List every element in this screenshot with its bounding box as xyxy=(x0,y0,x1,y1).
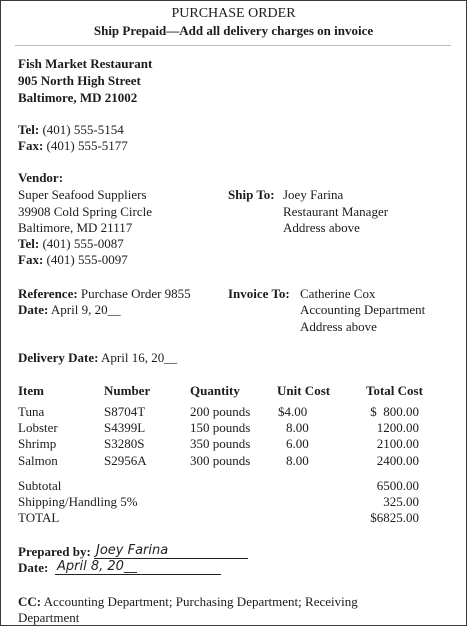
vendor-tel-line xyxy=(18,235,124,252)
col-header-unit-cost: Unit Cost xyxy=(277,383,331,398)
cc-label: CC: xyxy=(18,594,42,609)
reference-value: Purchase Order 9855 xyxy=(80,286,191,301)
total-value: $6825.00 xyxy=(370,510,419,525)
table-cell-total-cost: 1200.00 xyxy=(376,420,419,435)
date-line xyxy=(18,301,121,318)
table-cell-total-cost: 2100.00 xyxy=(376,436,419,451)
buyer-city: Baltimore, MD 21002 xyxy=(18,90,138,105)
prepared-date-line xyxy=(55,557,221,575)
date-label: Date: xyxy=(18,302,49,317)
buyer-fax-line xyxy=(18,137,128,154)
table-cell-item: Salmon xyxy=(18,453,58,468)
buyer-fax: (401) 555-5177 xyxy=(46,138,128,153)
delivery-label: Delivery Date: xyxy=(18,350,99,365)
vendor-fax: (401) 555-0097 xyxy=(46,252,128,267)
vendor-label: Vendor: xyxy=(18,170,64,185)
ship-to-label: Ship To: xyxy=(228,187,275,202)
document-subtitle: Ship Prepaid—Add all delivery charges on invoice xyxy=(93,23,374,38)
prepared-date-value: April 8, 20__ xyxy=(57,559,137,574)
vendor-fax-label: Fax: xyxy=(18,252,44,267)
buyer-tel: (401) 555-5154 xyxy=(42,122,124,137)
table-cell-number: S4399L xyxy=(104,420,146,435)
cc-text-1: Accounting Department; Purchasing Department; Receiving xyxy=(43,594,358,609)
invoice-to-label: Invoice To: xyxy=(228,286,290,301)
buyer-tel-line xyxy=(18,121,124,138)
total-label: TOTAL xyxy=(18,510,60,525)
col-header-total-cost: Total Cost xyxy=(366,383,423,398)
table-cell-total-cost: 2400.00 xyxy=(376,453,419,468)
buyer-fax-label: Fax: xyxy=(18,138,44,153)
vendor-name: Super Seafood Suppliers xyxy=(18,187,147,202)
vendor-fax-line xyxy=(18,251,128,268)
reference-label: Reference: xyxy=(18,286,78,301)
prepared-by-label: Prepared by: xyxy=(18,544,91,559)
invoice-to-name: Catherine Cox xyxy=(300,286,376,301)
table-cell-item: Tuna xyxy=(18,404,45,419)
shipping-label: Shipping/Handling 5% xyxy=(18,494,138,509)
table-cell-unit-cost: 6.00 xyxy=(286,436,309,451)
table-cell-number: S2956A xyxy=(104,453,147,468)
buyer-tel-label: Tel: xyxy=(18,122,40,137)
table-cell-total-cost: $ 800.00 xyxy=(370,404,419,419)
delivery-value: April 16, 20__ xyxy=(101,350,178,365)
table-cell-number: S8704T xyxy=(104,404,146,419)
ship-to-address: Address above xyxy=(283,220,360,235)
vendor-tel: (401) 555-0087 xyxy=(42,236,124,251)
table-cell-quantity: 200 pounds xyxy=(190,404,251,419)
cc-line-1 xyxy=(18,593,358,610)
table-cell-item: Shrimp xyxy=(18,436,57,451)
prepared-date-label: Date: xyxy=(18,560,49,575)
table-cell-quantity: 150 pounds xyxy=(190,420,251,435)
table-cell-quantity: 300 pounds xyxy=(190,453,251,468)
table-cell-unit-cost: 8.00 xyxy=(286,453,309,468)
table-cell-quantity: 350 pounds xyxy=(190,436,251,451)
vendor-street: 39908 Cold Spring Circle xyxy=(18,204,152,219)
ship-to-title: Restaurant Manager xyxy=(283,204,389,219)
shipping-value: 325.00 xyxy=(383,494,419,509)
ship-to-name: Joey Farina xyxy=(283,187,344,202)
table-cell-number: S3280S xyxy=(104,436,145,451)
table-cell-unit-cost: $4.00 xyxy=(278,404,308,419)
invoice-to-department: Accounting Department xyxy=(300,302,426,317)
header-divider xyxy=(15,45,451,46)
vendor-city: Baltimore, MD 21117 xyxy=(18,220,133,235)
buyer-name: Fish Market Restaurant xyxy=(18,56,153,71)
col-header-quantity: Quantity xyxy=(190,383,240,398)
invoice-to-address: Address above xyxy=(300,319,377,334)
col-header-number: Number xyxy=(104,383,151,398)
vendor-tel-label: Tel: xyxy=(18,236,40,251)
date-value: April 9, 20__ xyxy=(50,302,121,317)
subtotal-value: 6500.00 xyxy=(376,478,419,493)
cc-line-2: Department xyxy=(18,610,80,625)
delivery-line xyxy=(18,349,177,366)
table-cell-unit-cost: 8.00 xyxy=(286,420,309,435)
prepared-by-signature: Joey Farina xyxy=(96,543,169,558)
col-header-item: Item xyxy=(18,383,44,398)
document-title: PURCHASE ORDER xyxy=(171,6,296,21)
buyer-street: 905 North High Street xyxy=(18,73,141,88)
table-cell-item: Lobster xyxy=(18,420,58,435)
reference-line xyxy=(18,285,191,302)
subtotal-label: Subtotal xyxy=(18,478,62,493)
